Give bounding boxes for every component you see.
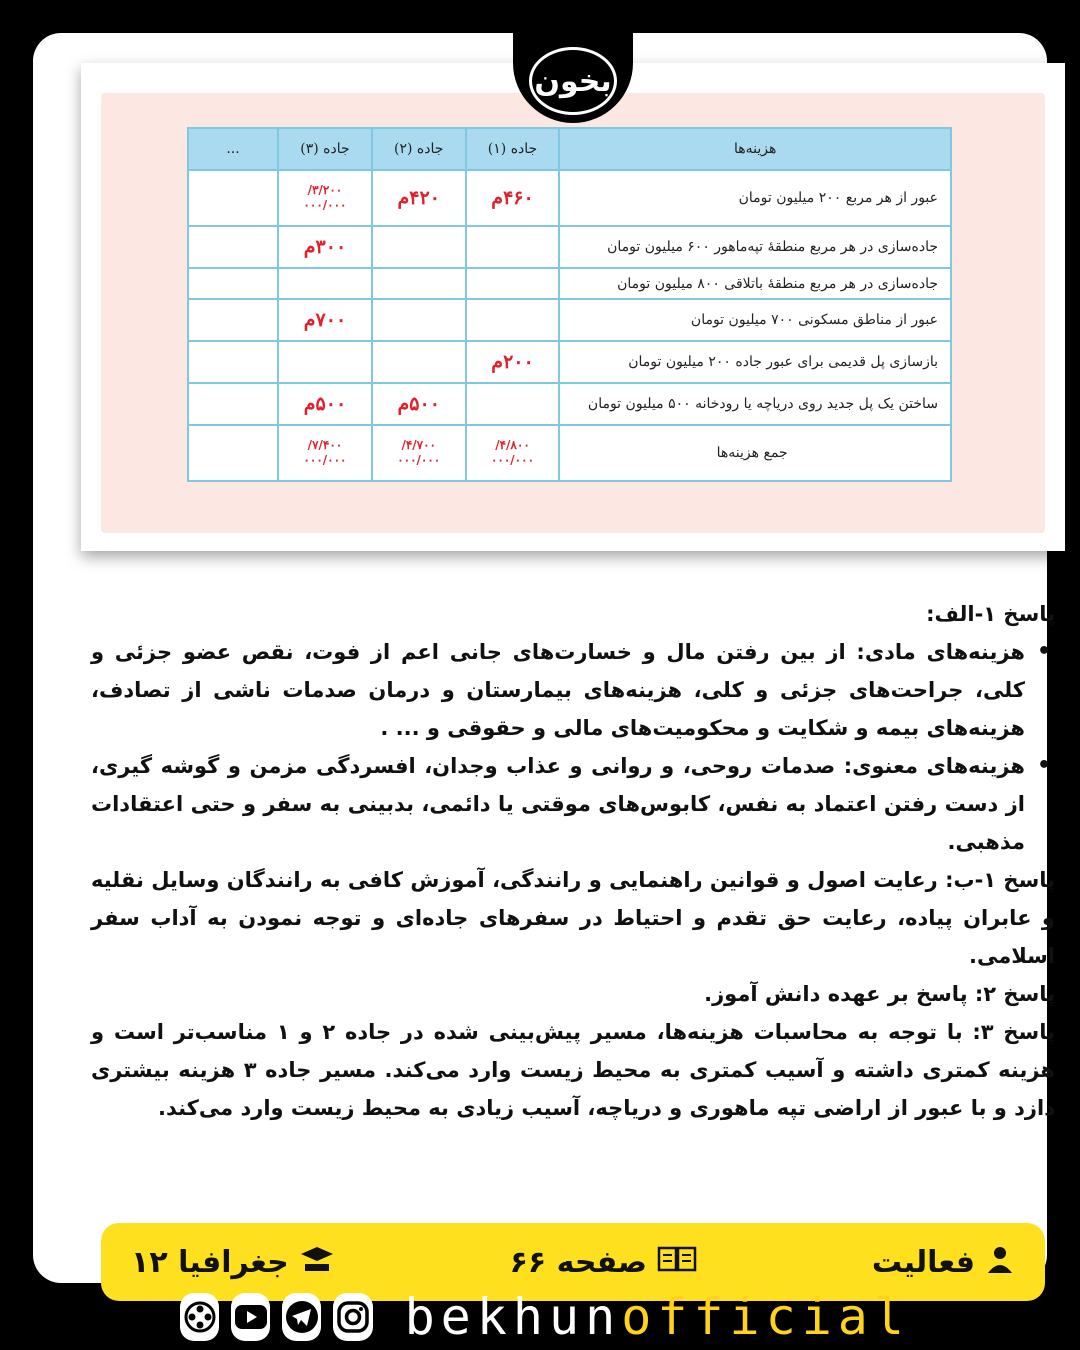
answer-text [91, 595, 1055, 1127]
road-1-value: ۴۶۰م [466, 170, 560, 226]
road-1-value [466, 383, 560, 425]
more-value [188, 170, 278, 226]
page-text: صفحه ۶۶ [509, 1244, 648, 1280]
textbook-photo [81, 63, 1065, 551]
road-2-value: ۴۲۰م [372, 170, 466, 226]
row-label: عبور از مناطق مسکونی ۷۰۰ میلیون تومان [559, 299, 951, 341]
row-label: جاده‌سازی در هر مربع منطقهٔ باتلاقی ۸۰۰ میلیون تومان [559, 268, 951, 299]
answer-1a-title: پاسخ ۱-الف: [926, 602, 1055, 626]
road-2-value [372, 268, 466, 299]
costs-table [187, 127, 952, 482]
header-road-1: جاده (۱) [466, 128, 560, 170]
more-value [188, 299, 278, 341]
more-value [188, 383, 278, 425]
graduation-cap-icon [299, 1244, 335, 1281]
road-3-value: ۷۰۰م [278, 299, 372, 341]
answer-3: پاسخ ۳: با توجه به محاسبات هزینه‌ها، مسیر پیش‌بینی شده در جاده ۲ و ۱ مناسب‌تر است و هزینه کمتری داشته و آسیب کمتری به محیط زیست وارد می‌کند. مسیر جاده ۳ هزینه بیشتری دازد و با عبور از اراضی تپه ماهوری و دریاچه، آسیب زیادی به محیط زیست وارد می‌کند. [91, 1020, 1055, 1120]
table-header-row [188, 128, 951, 170]
road-1-total: ۴/۸۰۰/ ۰۰۰/۰۰۰ [466, 425, 560, 481]
logo-mark: بخون [529, 47, 617, 115]
header-road-2: جاده (۲) [372, 128, 466, 170]
road-1-value [466, 268, 560, 299]
road-1-value [466, 226, 560, 268]
road-3-value [278, 341, 372, 383]
table-row [188, 299, 951, 341]
road-3-value: ۳۰۰م [278, 226, 372, 268]
header-more: ... [188, 128, 278, 170]
road-1-value: ۲۰۰م [466, 341, 560, 383]
row-label: بازسازی پل قدیمی برای عبور جاده ۲۰۰ میلیون تومان [559, 341, 951, 383]
subject-label [131, 1244, 335, 1281]
answer-1b: پاسخ ۱-ب: رعایت اصول و قوانین راهنمایی و رانندگی، آموزش کافی به رانندگان وسایل نقلیه و عابران پیاده، رعایت حق تقدم و احتیاط در سفرهای جاده‌ای و توجه نمودن به آداب سفر اسلامی. [91, 868, 1055, 968]
answer-2: پاسخ ۲: پاسخ بر عهده دانش آموز. [704, 982, 1055, 1006]
activity-label [872, 1244, 1015, 1281]
road-3-value: ۵۰۰م [278, 383, 372, 425]
road-2-total: ۴/۷۰۰/ ۰۰۰/۰۰۰ [372, 425, 466, 481]
row-label: ساختن یک پل جدید روی دریاچه یا رودخانه ۵۰۰ میلیون تومان [559, 383, 951, 425]
content-card [33, 33, 1055, 1283]
youtube-icon[interactable] [231, 1293, 270, 1341]
road-3-value: ۳/۲۰۰/ ۰۰۰/۰۰۰ [278, 170, 372, 226]
road-1-value [466, 299, 560, 341]
activity-text: فعالیت [871, 1244, 975, 1280]
table-total-row [188, 425, 951, 481]
instagram-icon[interactable] [333, 1293, 372, 1341]
list-item: • هزینه‌های معنوی: صدمات روحی، و روانی و عذاب وجدان، افسردگی مزمن و گوشه گیری، از دست رفتن اعتماد به نفس، کابوس‌های موقتی یا دائمی، بدبینی به سفر و حتی اعتقادات مذهبی. [91, 747, 1025, 861]
row-label: جمع هزینه‌ها [559, 425, 951, 481]
road-3-total: ۷/۴۰۰/ ۰۰۰/۰۰۰ [278, 425, 372, 481]
road-2-value [372, 226, 466, 268]
subject-text: جغرافیا ۱۲ [131, 1244, 289, 1280]
table-row [188, 226, 951, 268]
student-icon [985, 1244, 1015, 1281]
brand-handle [405, 1288, 910, 1346]
road-2-value [372, 341, 466, 383]
page-label [510, 1244, 697, 1281]
more-value [188, 226, 278, 268]
answer-1a-list [91, 633, 1055, 861]
book-icon [657, 1244, 697, 1281]
header-road-3: جاده (۳) [278, 128, 372, 170]
more-value [188, 341, 278, 383]
more-value [188, 268, 278, 299]
more-total [188, 425, 278, 481]
list-item: • هزینه‌های مادی: از بین رفتن مال و خسارت‌های جانی اعم از فوت، نقص عضو جزئی و کلی، جراحت‌های جزئی و کلی، هزینه‌های بیمارستان و درمان صدمات ناشی از تصادف، هزینه‌های بیمه و شکایت و محکومیت‌های مالی و حقوقی و ... . [91, 633, 1025, 747]
telegram-icon[interactable] [282, 1293, 321, 1341]
brand-part-2: official [621, 1288, 911, 1346]
table-row [188, 341, 951, 383]
header-costs: هزینه‌ها [559, 128, 951, 170]
brand-part-1: bekhun [404, 1288, 622, 1346]
row-label: عبور از هر مربع ۲۰۰ میلیون تومان [559, 170, 951, 226]
road-2-value [372, 299, 466, 341]
road-3-value [278, 268, 372, 299]
social-bar [180, 1288, 910, 1346]
table-row [188, 268, 951, 299]
table-row [188, 170, 951, 226]
aparat-icon[interactable] [180, 1293, 219, 1341]
row-label: جاده‌سازی در هر مربع منطقهٔ تپه‌ماهور ۶۰۰ میلیون تومان [559, 226, 951, 268]
road-2-value: ۵۰۰م [372, 383, 466, 425]
table-row [188, 383, 951, 425]
